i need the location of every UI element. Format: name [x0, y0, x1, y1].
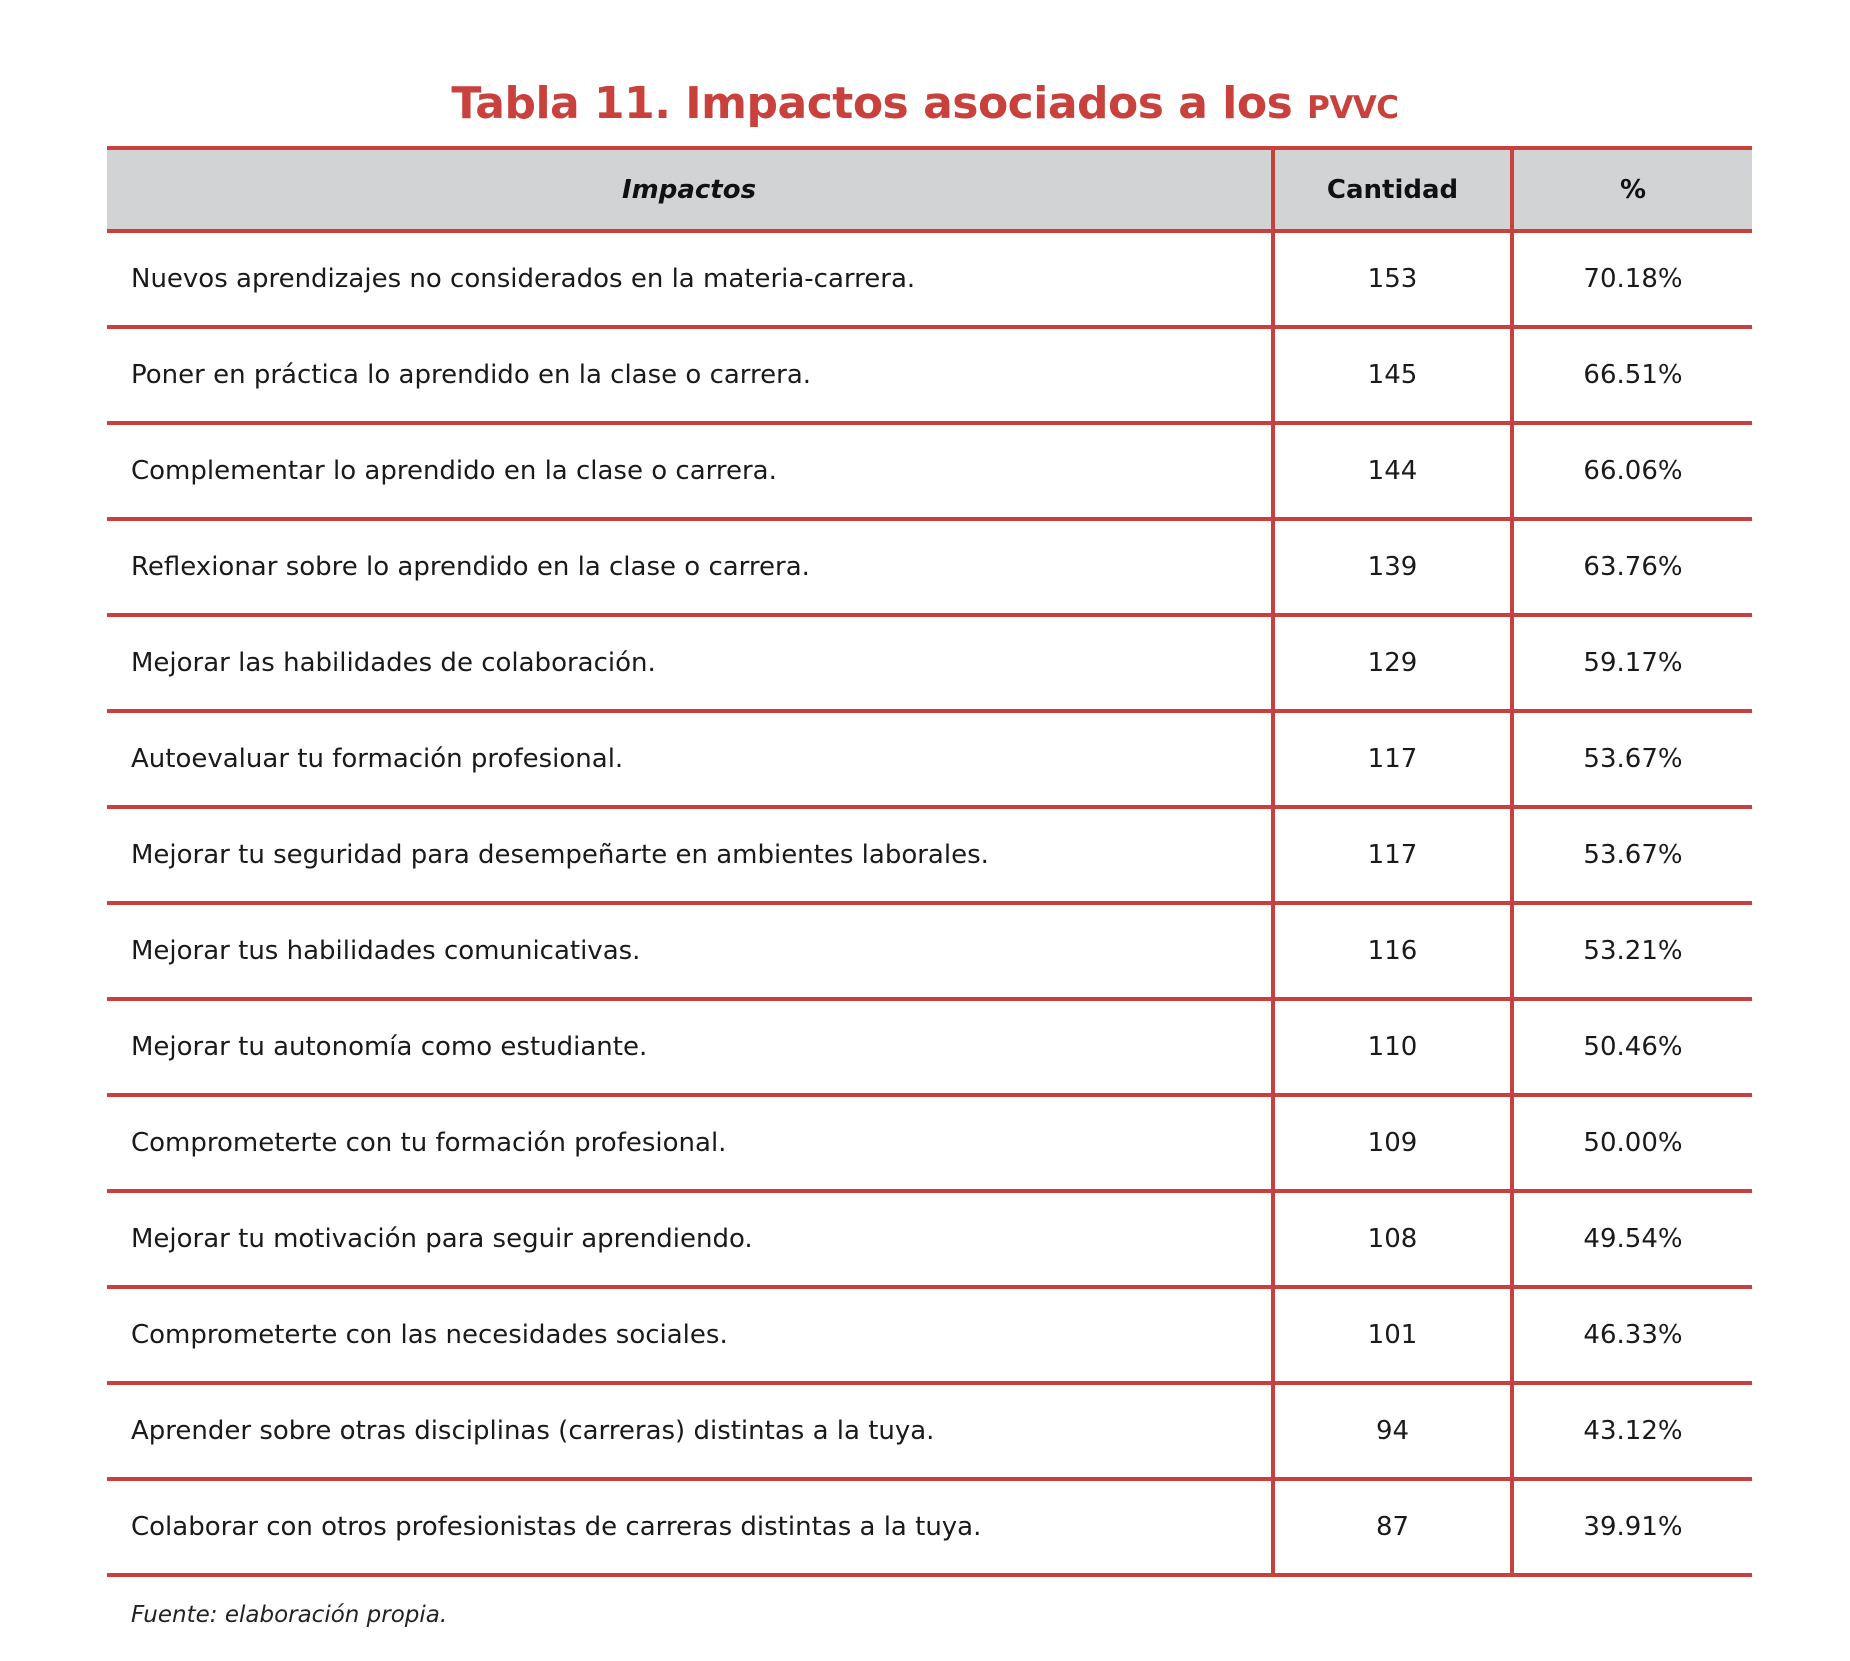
- impact-cell: Mejorar tus habilidades comunicativas.: [107, 903, 1273, 999]
- impact-cell: Mejorar las habilidades de colaboración.: [107, 615, 1273, 711]
- table-row: [107, 1479, 1752, 1575]
- quantity-cell: 117: [1273, 711, 1512, 807]
- percentage-cell: 43.12%: [1512, 1383, 1752, 1479]
- impact-cell: Complementar lo aprendido en la clase o carrera.: [107, 423, 1273, 519]
- quantity-cell: 139: [1273, 519, 1512, 615]
- impact-cell: Comprometerte con tu formación profesional.: [107, 1095, 1273, 1191]
- impact-cell: Nuevos aprendizajes no considerados en la materia-carrera.: [107, 231, 1273, 327]
- table-row: [107, 1287, 1752, 1383]
- percentage-cell: 53.67%: [1512, 807, 1752, 903]
- percentage-cell: 39.91%: [1512, 1479, 1752, 1575]
- quantity-cell: 117: [1273, 807, 1512, 903]
- impacts-table: [107, 146, 1752, 1577]
- percentage-cell: 50.46%: [1512, 999, 1752, 1095]
- quantity-cell: 94: [1273, 1383, 1512, 1479]
- impact-cell: Colaborar con otros profesionistas de carreras distintas a la tuya.: [107, 1479, 1273, 1575]
- percentage-cell: 70.18%: [1512, 231, 1752, 327]
- quantity-cell: 144: [1273, 423, 1512, 519]
- quantity-cell: 153: [1273, 231, 1512, 327]
- table-row: [107, 615, 1752, 711]
- table-body: [107, 231, 1752, 1575]
- table-row: [107, 519, 1752, 615]
- table-row: [107, 903, 1752, 999]
- percentage-cell: 50.00%: [1512, 1095, 1752, 1191]
- percentage-cell: 63.76%: [1512, 519, 1752, 615]
- impact-cell: Aprender sobre otras disciplinas (carreras) distintas a la tuya.: [107, 1383, 1273, 1479]
- table-row: [107, 711, 1752, 807]
- header-cantidad: Cantidad: [1273, 148, 1512, 231]
- header-porcentaje: %: [1512, 148, 1752, 231]
- table-row: [107, 327, 1752, 423]
- impact-cell: Mejorar tu seguridad para desempeñarte en ambientes laborales.: [107, 807, 1273, 903]
- table-title: [0, 78, 1850, 129]
- quantity-cell: 101: [1273, 1287, 1512, 1383]
- table-row: [107, 231, 1752, 327]
- impact-cell: Reflexionar sobre lo aprendido en la clase o carrera.: [107, 519, 1273, 615]
- impact-cell: Autoevaluar tu formación profesional.: [107, 711, 1273, 807]
- table-row: [107, 423, 1752, 519]
- percentage-cell: 66.06%: [1512, 423, 1752, 519]
- impact-cell: Mejorar tu motivación para seguir aprendiendo.: [107, 1191, 1273, 1287]
- percentage-cell: 49.54%: [1512, 1191, 1752, 1287]
- quantity-cell: 87: [1273, 1479, 1512, 1575]
- quantity-cell: 108: [1273, 1191, 1512, 1287]
- percentage-cell: 53.21%: [1512, 903, 1752, 999]
- percentage-cell: 59.17%: [1512, 615, 1752, 711]
- quantity-cell: 110: [1273, 999, 1512, 1095]
- percentage-cell: 66.51%: [1512, 327, 1752, 423]
- quantity-cell: 109: [1273, 1095, 1512, 1191]
- table-row: [107, 1383, 1752, 1479]
- source-note: Fuente: elaboración propia.: [131, 1602, 448, 1628]
- percentage-cell: 46.33%: [1512, 1287, 1752, 1383]
- header-impactos: Impactos: [107, 148, 1273, 231]
- impact-cell: Poner en práctica lo aprendido en la clase o carrera.: [107, 327, 1273, 423]
- table-row: [107, 807, 1752, 903]
- table-header: [107, 148, 1752, 231]
- table-title-acronym: pvvc: [1307, 78, 1399, 129]
- quantity-cell: 145: [1273, 327, 1512, 423]
- percentage-cell: 53.67%: [1512, 711, 1752, 807]
- quantity-cell: 129: [1273, 615, 1512, 711]
- impact-cell: Mejorar tu autonomía como estudiante.: [107, 999, 1273, 1095]
- table-row: [107, 1095, 1752, 1191]
- quantity-cell: 116: [1273, 903, 1512, 999]
- table-row: [107, 1191, 1752, 1287]
- table-title-prefix: Tabla 11. Impactos asociados a los: [451, 78, 1308, 129]
- impact-cell: Comprometerte con las necesidades sociales.: [107, 1287, 1273, 1383]
- header-row: [107, 148, 1752, 231]
- table-row: [107, 999, 1752, 1095]
